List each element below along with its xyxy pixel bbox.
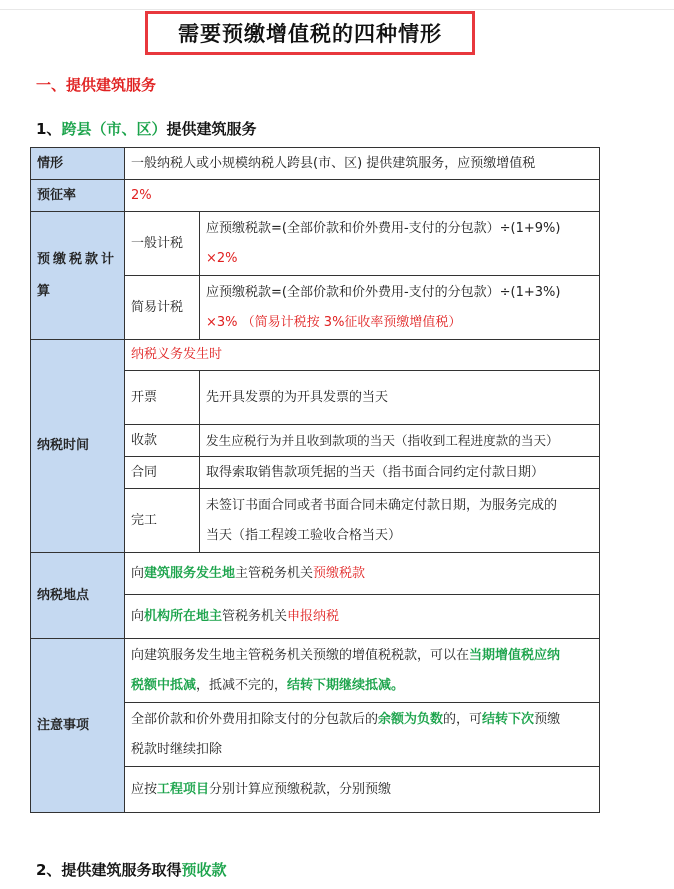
subheading2-highlight: 预收款 <box>181 861 227 879</box>
table-row <box>31 180 600 212</box>
place-prepay-part: 向 <box>131 565 145 581</box>
calc-label-line2: 算 <box>37 283 54 299</box>
place-prepay-part: 主管税务机关 <box>235 565 314 581</box>
subheading-number: 1、 <box>36 120 62 138</box>
place-declare-location: 机构所在地主 <box>144 608 223 624</box>
time-item-contract-text: 取得索取销售款项凭据的当天（指书面合同约定付款日期） <box>200 457 600 489</box>
row-label-tax-place: 纳税地点 <box>31 553 125 639</box>
section-heading-construction: 一、提供建筑服务 <box>36 76 157 94</box>
time-item-payment-text: 发生应税行为并且收到款项的当天（指收到工程进度款的当天） <box>200 425 600 457</box>
place-prepay-text <box>125 553 600 595</box>
table-row <box>31 553 600 595</box>
note-negative-highlight: 余额为负数 <box>378 711 444 727</box>
time-item-completion-text <box>200 489 600 553</box>
prepayment-table <box>30 147 600 813</box>
general-method-label: 一般计税 <box>125 212 200 276</box>
note-per-project <box>125 767 600 813</box>
simple-formula-note: （简易计税按 3%征收率预缴增值税） <box>241 314 462 330</box>
note-negative-part: 全部价款和价外费用扣除支付的分包款后的 <box>131 711 379 727</box>
note-negative-part: 预缴 <box>534 711 561 727</box>
row-label-situation: 情形 <box>31 148 125 180</box>
time-item-invoice-label: 开票 <box>125 371 200 425</box>
completion-text-line1: 未签订书面合同或者书面合同未确定付款日期，为服务完成的 <box>206 497 558 513</box>
note-offset-highlight: 结转下期继续抵减。 <box>287 677 405 693</box>
general-method-formula <box>200 212 600 276</box>
note-negative-part: 税款时继续扣除 <box>131 741 223 757</box>
table-row <box>31 340 600 371</box>
obligation-header: 纳税义务发生时 <box>125 340 600 371</box>
rate-value: 2% <box>125 180 600 212</box>
row-label-tax-time: 纳税时间 <box>31 340 125 553</box>
note-project-part: 分别计算应预缴税款，分别预缴 <box>209 781 392 797</box>
note-offset-part: 向建筑服务发生地主管税务机关预缴的增值税税款，可以在 <box>131 647 470 663</box>
place-prepay-action: 预缴税款 <box>313 565 366 581</box>
situation-text: 一般纳税人或小规模纳税人跨县(市、区) 提供建筑服务，应预缴增值税 <box>125 148 600 180</box>
simple-formula-rate: ×3% <box>206 314 238 330</box>
note-project-highlight: 工程项目 <box>157 781 210 797</box>
note-offset <box>125 639 600 703</box>
note-negative-highlight: 结转下次 <box>482 711 535 727</box>
page-title: 需要预缴增值税的四种情形 <box>145 11 475 55</box>
subheading-highlight: 跨县（市、区） <box>61 120 167 138</box>
note-offset-part: ，抵减不完的， <box>196 677 288 693</box>
top-divider <box>0 9 674 10</box>
subheading-rest: 提供建筑服务 <box>166 120 257 138</box>
simple-method-label: 简易计税 <box>125 276 200 340</box>
subheading-cross-county <box>36 118 256 139</box>
table-row <box>31 212 600 276</box>
completion-text-line2: 当天（指工程竣工验收合格当天） <box>206 527 402 543</box>
note-negative-part: 的，可 <box>443 711 483 727</box>
simple-method-formula <box>200 276 600 340</box>
general-formula-line: 应预缴税款=(全部价款和价外费用-支付的分包款）÷(1+9%) <box>206 220 561 236</box>
place-declare-part: 向 <box>131 608 145 624</box>
table-row <box>31 148 600 180</box>
place-declare-action: 申报纳税 <box>287 608 340 624</box>
row-label-rate: 预征率 <box>31 180 125 212</box>
note-negative-balance <box>125 703 600 767</box>
note-offset-highlight: 当期增值税应纳 <box>469 647 561 663</box>
calc-label-line1: 预缴税款计 <box>37 251 118 267</box>
note-project-part: 应按 <box>131 781 158 797</box>
row-label-calculation <box>31 212 125 340</box>
time-item-invoice-text: 先开具发票的为开具发票的当天 <box>200 371 600 425</box>
place-declare-part: 管税务机关 <box>222 608 288 624</box>
note-offset-highlight: 税额中抵减 <box>131 677 197 693</box>
subheading-advance-payment <box>36 859 226 880</box>
time-item-completion-label: 完工 <box>125 489 200 553</box>
place-declare-text <box>125 595 600 639</box>
place-prepay-location: 建筑服务发生地 <box>144 565 236 581</box>
row-label-notes: 注意事项 <box>31 639 125 813</box>
table-row <box>31 639 600 703</box>
simple-formula-line: 应预缴税款=(全部价款和价外费用-支付的分包款）÷(1+3%) <box>206 284 561 300</box>
time-item-payment-label: 收款 <box>125 425 200 457</box>
general-formula-rate: ×2% <box>206 250 238 266</box>
time-item-contract-label: 合同 <box>125 457 200 489</box>
subheading2-prefix: 2、提供建筑服务取得 <box>36 861 182 879</box>
